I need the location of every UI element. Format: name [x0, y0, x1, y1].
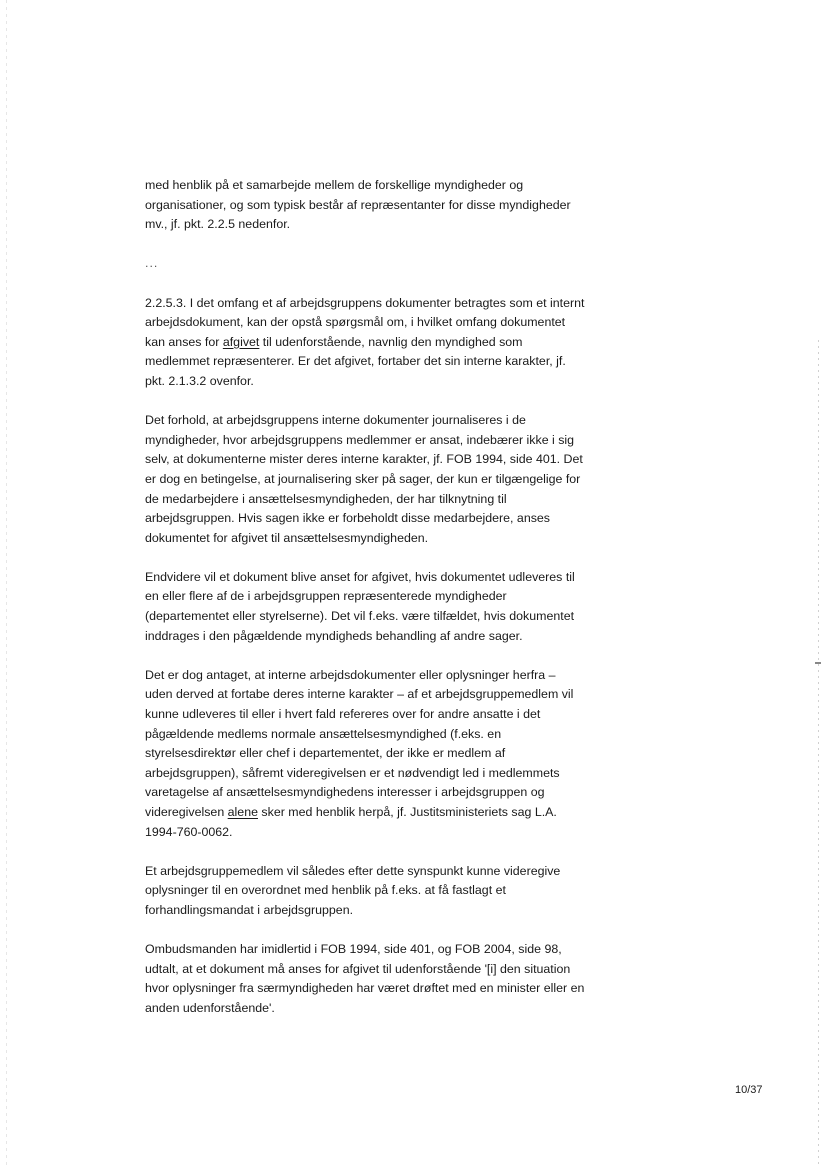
- paragraph-text: med henblik på et samarbejde mellem de forskellige myndigheder og organisationer, og som typisk består af repræsentanter for disse myndigheder mv., jf. pkt. 2.2.5 nedenfor.: [145, 178, 571, 232]
- underlined-term-alene: alene: [227, 805, 258, 819]
- paragraph-text: 2.2.5.3. I det omfang et af arbejdsgruppens dokumenter betragtes som et internt arbejdsdokument, kan der opstå spørgsmål om, i hvilket omfang dokumentet kan anses for: [145, 295, 585, 349]
- paragraph-text: Det forhold, at arbejdsgruppens interne dokumenter journaliseres i de myndigheder, hvor arbejdsgruppens medlemmer er ansat, indebærer ikke i sig selv, at dokumenterne mister deres interne karakter, jf. FOB 1994, side 401. Det er dog en betingelse, at journalisering sker på sager, der kun er tilgængelige for de medarbejdere i ansættelsesmyndigheden, der har tilknytning til arbejdsgruppen. Hvis sagen ikke er forbeholdt disse medarbejdere, anses dokumentet for afgivet til ansættelsesmyndigheden.: [145, 413, 583, 545]
- paragraph-intro: [145, 176, 585, 235]
- scan-edge-left: [6, 0, 7, 1168]
- paragraph-text: Endvidere vil et dokument blive anset for afgivet, hvis dokumentet udleveres til en eller flere af de i arbejdsgruppen repræsenterede myndigheder (departementet eller styrelserne). Det vil f.eks. være tilfældet, hvis dokumentet inddrages i den pågældende myndigheds behandling af andre sager.: [145, 569, 575, 643]
- paragraph-2-2-5-3: [145, 294, 585, 392]
- scan-edge-right: [818, 340, 819, 1168]
- paragraph-forhandlingsmandat: [145, 862, 585, 921]
- paragraph-ombudsmanden: [145, 940, 585, 1018]
- paragraph-journalisering: [145, 411, 585, 548]
- paragraph-text: til udenforstående, navnlig den myndighed som medlemmet repræsenterer. Er det afgivet, fortaber det sin interne karakter, jf. pkt. 2.1.3.2 ovenfor.: [145, 334, 566, 388]
- paragraph-text: sker med henblik herpå, jf. Justitsministeriets sag L.A. 1994-760-0062.: [145, 805, 557, 839]
- page-number: 10/37: [735, 1084, 763, 1096]
- paragraph-text: Det er dog antaget, at interne arbejdsdokumenter eller oplysninger herfra – uden derved at fortabe deres interne karakter – af et arbejdsgruppemedlem vil kunne udleveres til eller i hvert fald refereres over for andre ansatte i det pågældende medlems normale ansættelsesmyndighed (f.eks. en styrelsesdirektør eller chef i departementet, der ikke er medlem af arbejdsgruppen), såfremt videregivelsen er et nødvendigt led i medlemmets varetagelse af ansættelsesmyndighedens interesser i arbejdsgruppen og videregivelsen: [145, 667, 574, 819]
- ellipsis: ...: [145, 256, 159, 271]
- paragraph-udlevering: [145, 568, 585, 646]
- underlined-term-afgivet: afgivet: [222, 334, 260, 349]
- paragraph-text: Et arbejdsgruppemedlem vil således efter dette synspunkt kunne videregive oplysninger til en overordnet med henblik på f.eks. at få fastlagt et forhandlingsmandat i arbejdsgruppen.: [145, 863, 561, 917]
- paragraph-interne-arbejdsdokumenter: [145, 666, 585, 842]
- paragraph-text: Ombudsmanden har imidlertid i FOB 1994, side 401, og FOB 2004, side 98, udtalt, at et dokument må anses for afgivet til udenforstående '[i] den situation hvor oplysninger fra særmyndigheden har været drøftet med en minister eller en anden udenforstående'.: [145, 942, 585, 1015]
- document-body: [145, 176, 585, 1038]
- scan-mark: [815, 662, 821, 664]
